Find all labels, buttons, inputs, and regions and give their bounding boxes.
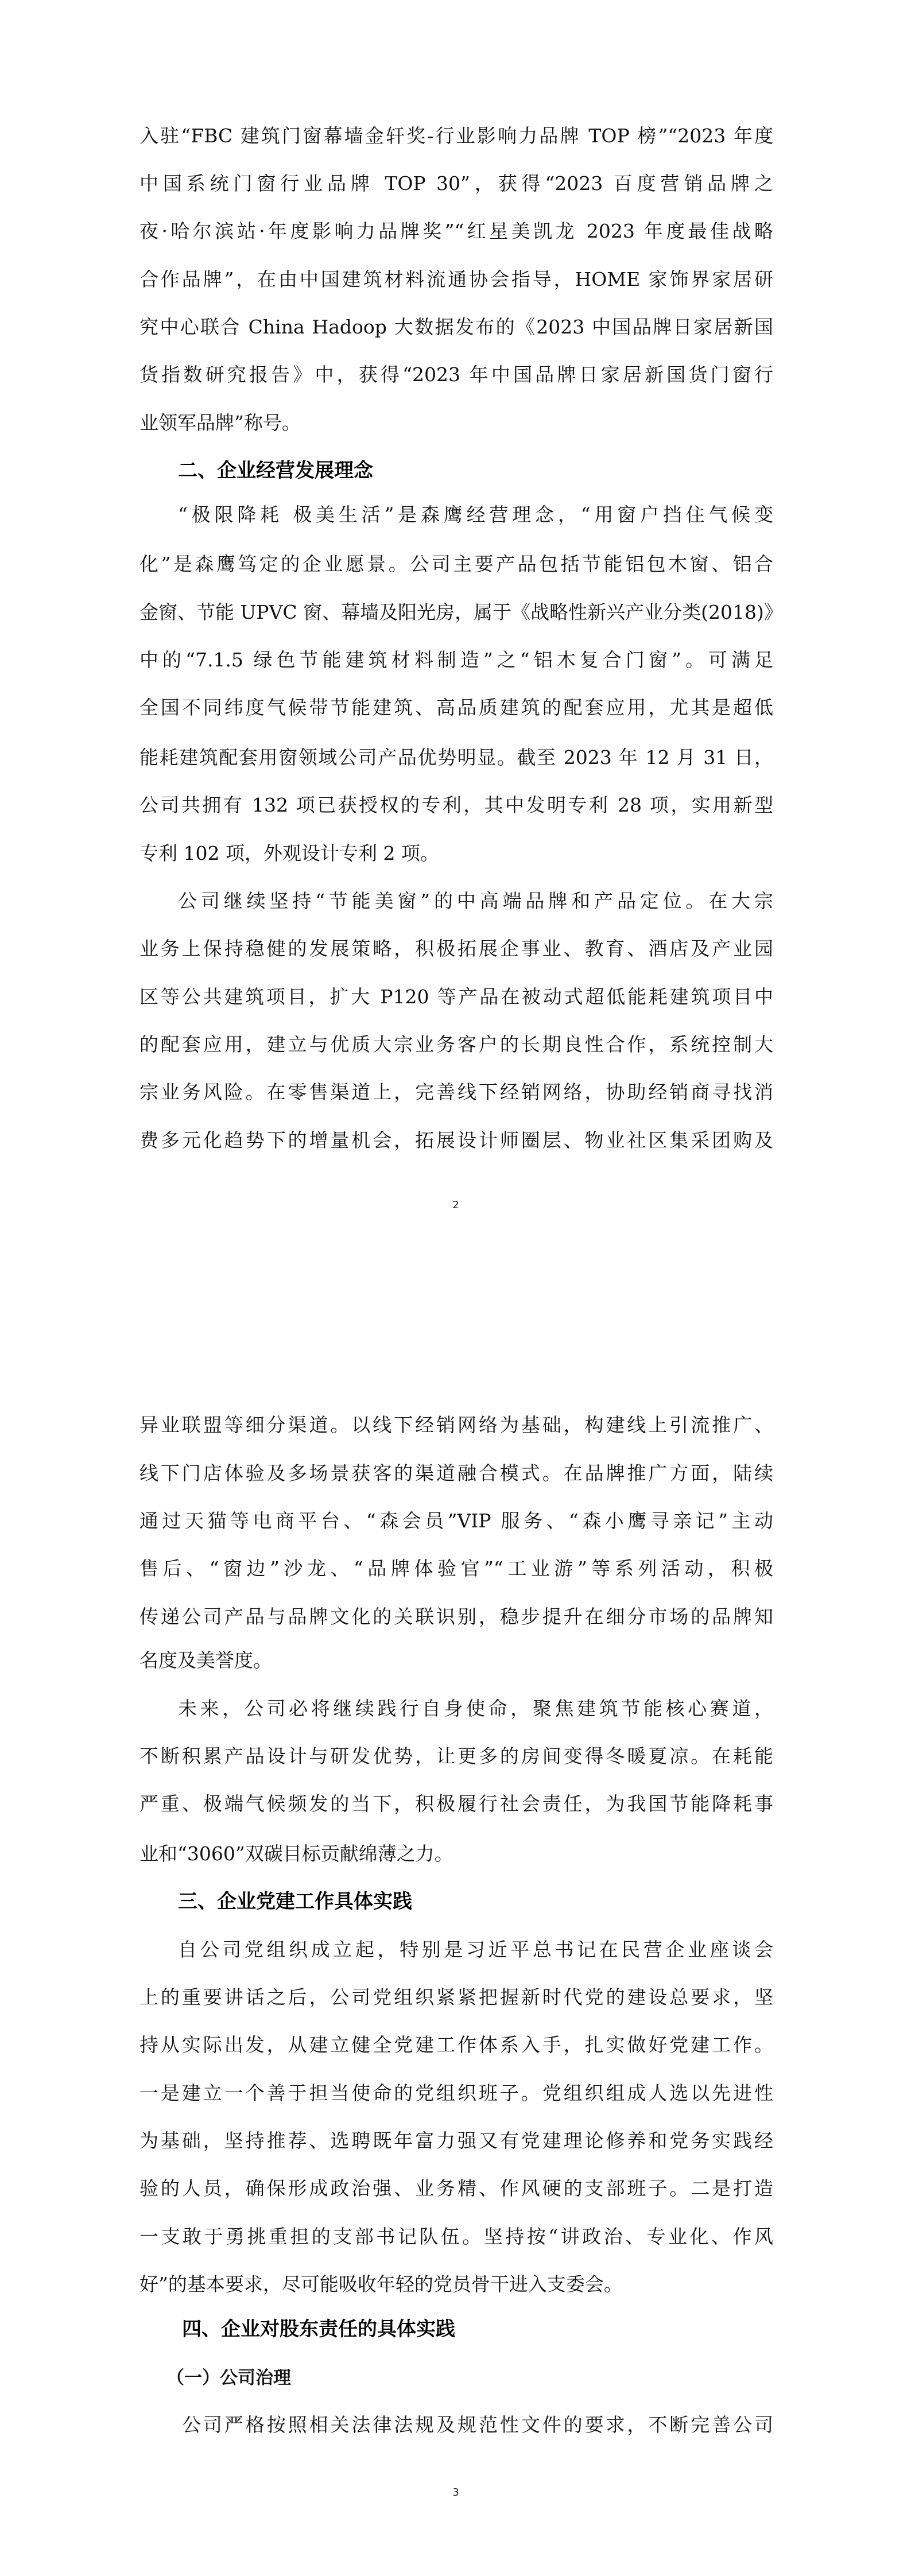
text-line: 能耗建筑配套用窗领域公司产品优势明显。截至 2023 年 12 月 31 日，: [139, 746, 773, 769]
text-line: 名度及美誉度。: [139, 1649, 272, 1671]
text-line: 不断积累产品设计与研发优势，让更多的房间变得冬暖夏凉。在耗能: [139, 1745, 773, 1767]
text-line: 中国系统门窗行业品牌 TOP 30”，获得“2023 百度营销品牌之: [139, 172, 773, 195]
section-heading-shareholder-responsibility: 四、企业对股东责任的具体实践: [182, 2318, 455, 2341]
text-line: 一支敢于勇挑重担的支部书记队伍。坚持按“讲政治、专业化、作风: [139, 2225, 773, 2248]
text-line: 金窗、节能 UPVC 窗、幕墙及阳光房，属于《战略性新兴产业分类(2018)》: [139, 601, 783, 623]
page-number: 3: [452, 2486, 459, 2499]
text-line: 传递公司产品与品牌文化的关联识别，稳步提升在细分市场的品牌知: [139, 1605, 773, 1628]
text-line: 售后、“窗边”沙龙、“品牌体验官”“工业游”等系列活动，积极: [139, 1557, 773, 1580]
text-line: 专利 102 项，外观设计专利 2 项。: [139, 842, 439, 864]
section-heading-business-philosophy: 二、企业经营发展理念: [178, 459, 373, 482]
text-line: 通过天猫等电商平台、“森会员”VIP 服务、“森小鹰寻亲记”主动: [139, 1510, 773, 1532]
text-line: 入驻“FBC 建筑门窗幕墙金轩奖-行业影响力品牌 TOP 榜”“2023 年度: [139, 125, 773, 147]
text-line: 未来，公司必将继续践行自身使命，聚焦建筑节能核心赛道，: [178, 1697, 773, 1720]
text-line: 究中心联合 China Hadoop 大数据发布的《2023 中国品牌日家居新国: [139, 316, 773, 338]
text-line: 夜·哈尔滨站·年度影响力品牌奖”“红星美凯龙 2023 年度最佳战略: [139, 220, 773, 242]
subsection-heading-corporate-governance: （一）公司治理: [166, 2368, 291, 2388]
page-number: 2: [452, 1199, 459, 1211]
text-line: 为基础，坚持推荐、选聘既年富力强又有党建理论修养和党务实践经: [139, 2129, 773, 2152]
text-line: 公司继续坚持“节能美窗”的中高端品牌和产品定位。在大宗: [178, 890, 773, 912]
text-line: 持从实际出发，从建立健全党建工作体系入手，扎实做好党建工作。: [139, 2034, 773, 2056]
text-line: 线下门店体验及多场景获客的渠道融合模式。在品牌推广方面，陆续: [139, 1462, 773, 1484]
text-line: 公司共拥有 132 项已获授权的专利，其中发明专利 28 项，实用新型: [139, 794, 773, 816]
text-line: 化”是森鹰笃定的企业愿景。公司主要产品包括节能铝包木窗、铝合: [139, 553, 773, 575]
text-line: 上的重要讲话之后，公司党组织紧紧把握新时代党的建设总要求，坚: [139, 1986, 773, 2008]
section-heading-party-building: 三、企业党建工作具体实践: [178, 1890, 412, 1913]
text-line: 费多元化趋势下的增量机会，拓展设计师圈层、物业社区集采团购及: [139, 1129, 773, 1151]
text-line: 的配套应用，建立与优质大宗业务客户的长期良性合作，系统控制大: [139, 1033, 773, 1056]
text-line: 货指数研究报告》中，获得“2023 年中国品牌日家居新国货门窗行: [139, 363, 773, 386]
text-line: 业务上保持稳健的发展策略，积极拓展企事业、教育、酒店及产业园: [139, 937, 773, 960]
text-line: 区等公共建筑项目，扩大 P120 等产品在被动式超低能耗建筑项目中: [139, 986, 773, 1008]
text-line: 全国不同纬度气候带节能建筑、高品质建筑的配套应用，尤其是超低: [139, 696, 773, 719]
text-line: “极限降耗 极美生活”是森鹰经营理念，“用窗户挡住气候变: [178, 503, 773, 526]
text-line: 宗业务风险。在零售渠道上，完善线下经销网络，协助经销商寻找消: [139, 1081, 773, 1103]
text-line: 自公司党组织成立起，特别是习近平总书记在民营企业座谈会: [178, 1938, 773, 1961]
text-line: 异业联盟等细分渠道。以线下经销网络为基础，构建线上引流推广、: [139, 1414, 773, 1436]
text-line: 公司严格按照相关法律法规及规范性文件的要求，不断完善公司: [182, 2414, 773, 2436]
text-line: 严重、极端气候频发的当下，积极履行社会责任，为我国节能降耗事: [139, 1793, 773, 1815]
text-line: 一是建立一个善于担当使命的党组织班子。党组织组成人选以先进性: [139, 2082, 773, 2104]
text-line: 业领军品牌”称号。: [139, 412, 301, 434]
text-line: 合作品牌”，在由中国建筑材料流通协会指导，HOME 家饰界家居研: [139, 268, 773, 290]
text-line: 验的人员，确保形成政治强、业务精、作风硬的支部班子。二是打造: [139, 2177, 773, 2199]
text-line: 中的“7.1.5 绿色节能建筑材料制造”之“铝木复合门窗”。可满足: [139, 649, 773, 671]
text-line: 业和“3060”双碳目标贡献绵薄之力。: [139, 1842, 453, 1865]
text-line: 好”的基本要求，尽可能吸收年轻的党员骨干进入支委会。: [139, 2273, 623, 2295]
